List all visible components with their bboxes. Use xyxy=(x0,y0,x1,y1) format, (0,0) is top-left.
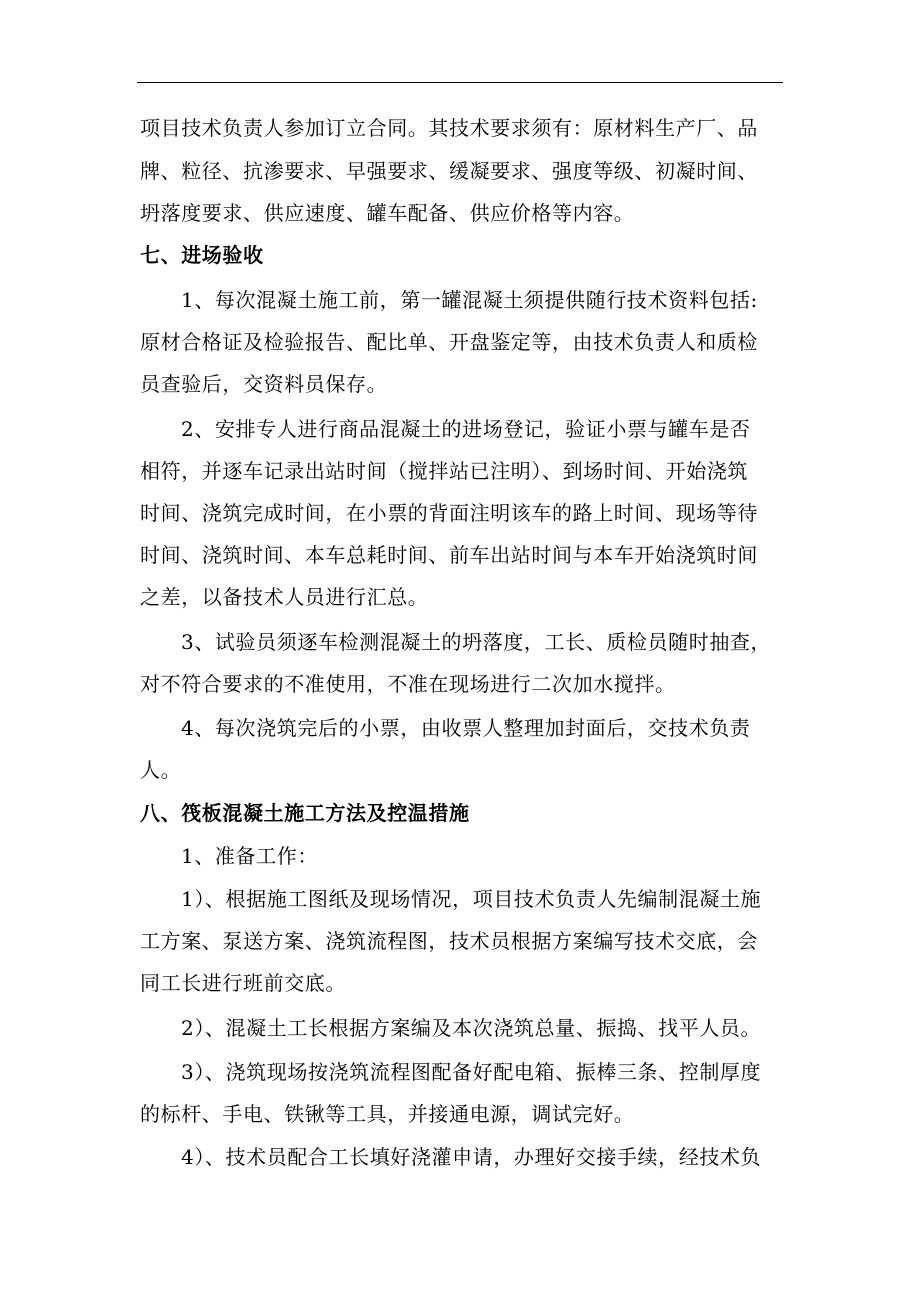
paragraph-line: 3、试验员须逐车检测混凝土的坍落度，工长、质检员随时抽查， xyxy=(181,630,772,654)
paragraph-line: 员查验后，交资料员保存。 xyxy=(140,372,388,396)
paragraph-line: 人。 xyxy=(140,758,182,782)
paragraph-line: 1）、根据施工图纸及现场情况，项目技术负责人先编制混凝土施 xyxy=(181,887,762,911)
paragraph-line: 相符，并逐车记录出站时间（搅拌站已注明）、到场时间、开始浇筑 xyxy=(140,459,748,483)
paragraph-line: 之差，以备技术人员进行汇总。 xyxy=(140,585,429,609)
paragraph-line: 1、每次混凝土施工前，第一罐混凝土须提供随行技术资料包括: xyxy=(181,288,758,312)
paragraph-line: 牌、粒径、抗渗要求、早强要求、缓凝要求、强度等级、初凝时间、 xyxy=(140,159,758,183)
paragraph-line: 2）、混凝土工长根据方案编及本次浇筑总量、振捣、找平人员。 xyxy=(181,1016,762,1040)
paragraph-line: 同工长进行班前交底。 xyxy=(140,971,346,995)
paragraph-line: 时间、浇筑完成时间，在小票的背面注明该车的路上时间、现场等待 xyxy=(140,501,758,525)
paragraph-line: 对不符合要求的不准使用，不准在现场进行二次加水搅拌。 xyxy=(140,672,676,696)
paragraph-line: 工方案、泵送方案、浇筑流程图，技术员根据方案编写技术交底，会 xyxy=(140,929,758,953)
paragraph-line: 原材合格证及检验报告、配比单、开盘鉴定等，由技术负责人和质检 xyxy=(140,330,758,354)
paragraph-line: 1、准备工作： xyxy=(181,844,318,868)
section-heading-7: 七、进场验收 xyxy=(140,243,264,267)
paragraph-line: 3）、浇筑现场按浇筑流程图配备好配电箱、振棒三条、控制厚度 xyxy=(181,1060,762,1084)
paragraph-line: 2、安排专人进行商品混凝土的进场登记，验证小票与罐车是否 xyxy=(181,417,751,441)
paragraph-line: 坍落度要求、供应速度、罐车配备、供应价格等内容。 xyxy=(140,201,635,225)
header-rule xyxy=(137,82,783,83)
section-heading-8: 八、筏板混凝土施工方法及控温措施 xyxy=(140,801,470,825)
paragraph-line: 时间、浇筑时间、本车总耗时间、前车出站时间与本车开始浇筑时间 xyxy=(140,543,758,567)
paragraph-line: 项目技术负责人参加订立合同。其技术要求须有：原材料生产厂、品 xyxy=(140,116,758,140)
paragraph-line: 4、每次浇筑完后的小票，由收票人整理加封面后，交技术负责 xyxy=(181,716,751,740)
paragraph-line: 4）、技术员配合工长填好浇灌申请，办理好交接手续，经技术负 xyxy=(181,1145,762,1169)
paragraph-line: 的标杆、手电、铁锹等工具，并接通电源，调试完好。 xyxy=(140,1102,635,1126)
